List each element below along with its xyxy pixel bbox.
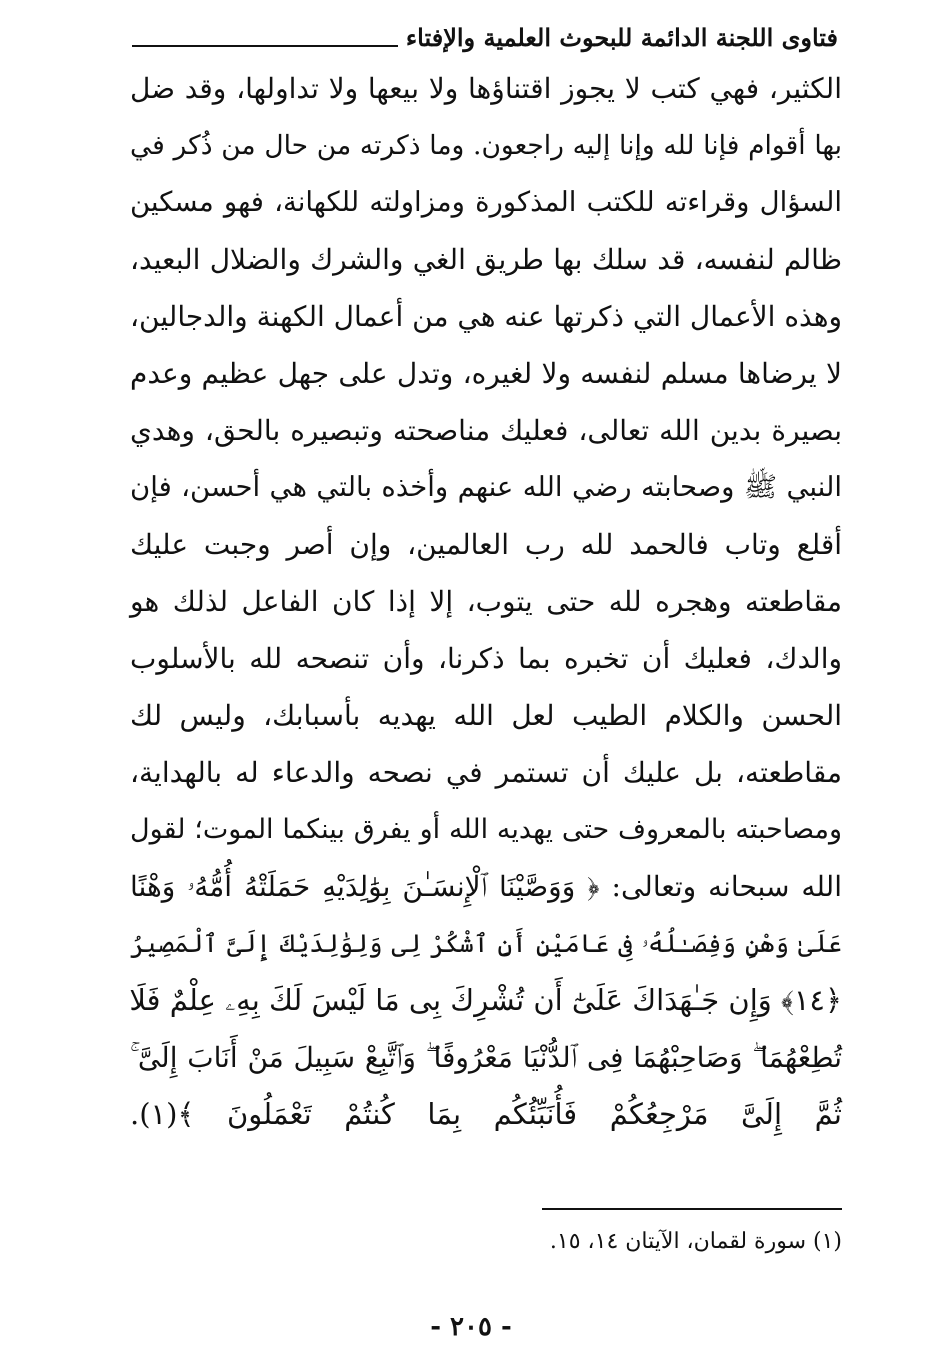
page-number: - ٢٠٥ - xyxy=(430,1312,512,1342)
header-rule xyxy=(132,45,398,47)
quran-line: عَلَىٰ وَهْنٍ وَفِصَـٰلُهُۥ فِى عَامَيْنِ أَنِ ٱشْكُرْ لِى وَلِوَٰلِدَيْكَ إِلَىَّ ٱلْمَصِيرُ xyxy=(130,929,842,958)
body-line: بها أقوام فإنا لله وإنا إليه راجعون. وما ذكرته من حال من ذُكر في xyxy=(130,130,842,161)
body-line: والدك، فعليك أن تخبره بما ذكرنا، وأن تنصحه لله بالأسلوب xyxy=(130,642,842,675)
body-line: مقاطعته وهجره لله حتى يتوب، إلا إذا كان الفاعل لذلك هو xyxy=(130,585,842,618)
header-title: فتاوى اللجنة الدائمة للبحوث العلمية والإفتاء xyxy=(405,23,838,52)
quran-line: ثُمَّ إِلَىَّ مَرْجِعُكُمْ فَأُنَبِّئُكُم بِمَا كُنتُمْ تَعْمَلُونَ ﴾(١). xyxy=(130,1097,842,1131)
quran-line: تُطِعْهُمَا ۖ وَصَاحِبْهُمَا فِى ٱلدُّنْيَا مَعْرُوفًا ۖ وَٱتَّبِعْ سَبِيلَ مَنْ أَنَابَ إِلَىَّ ۚ xyxy=(130,1041,842,1074)
body-line: السؤال وقراءته للكتب المذكورة ومزاولته للكهانة، فهو مسكين xyxy=(130,186,842,218)
quran-line: ﴿١٤﴾ وَإِن جَـٰهَدَاكَ عَلَىٰٓ أَن تُشْرِكَ بِى مَا لَيْسَ لَكَ بِهِۦ عِلْمٌ فَلَا xyxy=(129,983,842,1017)
body-text xyxy=(130,60,842,1143)
body-line: ظالم لنفسه، قد سلك بها طريق الغي والشرك والضلال البعيد، xyxy=(130,243,842,276)
quran-verse-block xyxy=(130,915,842,1143)
body-line: الحسن والكلام الطيب لعل الله يهديه بأسبابك، وليس لك xyxy=(130,699,842,732)
body-line: الله سبحانه وتعالى: ﴿ وَوَصَّيْنَا ٱلْإِنسَـٰنَ بِوَٰلِدَيْهِ حَمَلَتْهُ أُمُّهُۥ وَهْنًا xyxy=(130,870,842,903)
footnote: (١) سورة لقمان، الآيتان ١٤، ١٥. xyxy=(549,1229,842,1254)
body-line: ومصاحبته بالمعروف حتى يهديه الله أو يفرق بينكما الموت؛ لقول xyxy=(130,814,842,845)
footnote-rule xyxy=(542,1208,842,1210)
body-line: وهذه الأعمال التي ذكرتها عنه هي من أعمال الكهنة والدجالين، xyxy=(130,300,842,333)
body-line: الكثير، فهي كتب لا يجوز اقتناؤها ولا بيعها ولا تداولها، وقد ضل xyxy=(130,72,842,105)
body-line: أقلع وتاب فالحمد لله رب العالمين، وإن أصر وجبت عليك xyxy=(130,528,842,561)
body-line: النبي ﷺ وصحابته رضي الله عنهم وأخذه بالتي هي أحسن، فإن xyxy=(130,471,842,503)
running-header xyxy=(132,14,838,54)
body-line: لا يرضاها مسلم لنفسه ولا لغيره، وتدل على جهل عظيم وعدم xyxy=(130,357,842,390)
body-line: مقاطعته، بل عليك أن تستمر في نصحه والدعاء له بالهداية، xyxy=(130,756,842,789)
body-line: بصيرة بدين الله تعالى، فعليك مناصحته وتبصيره بالحق، وهدي xyxy=(130,414,842,447)
